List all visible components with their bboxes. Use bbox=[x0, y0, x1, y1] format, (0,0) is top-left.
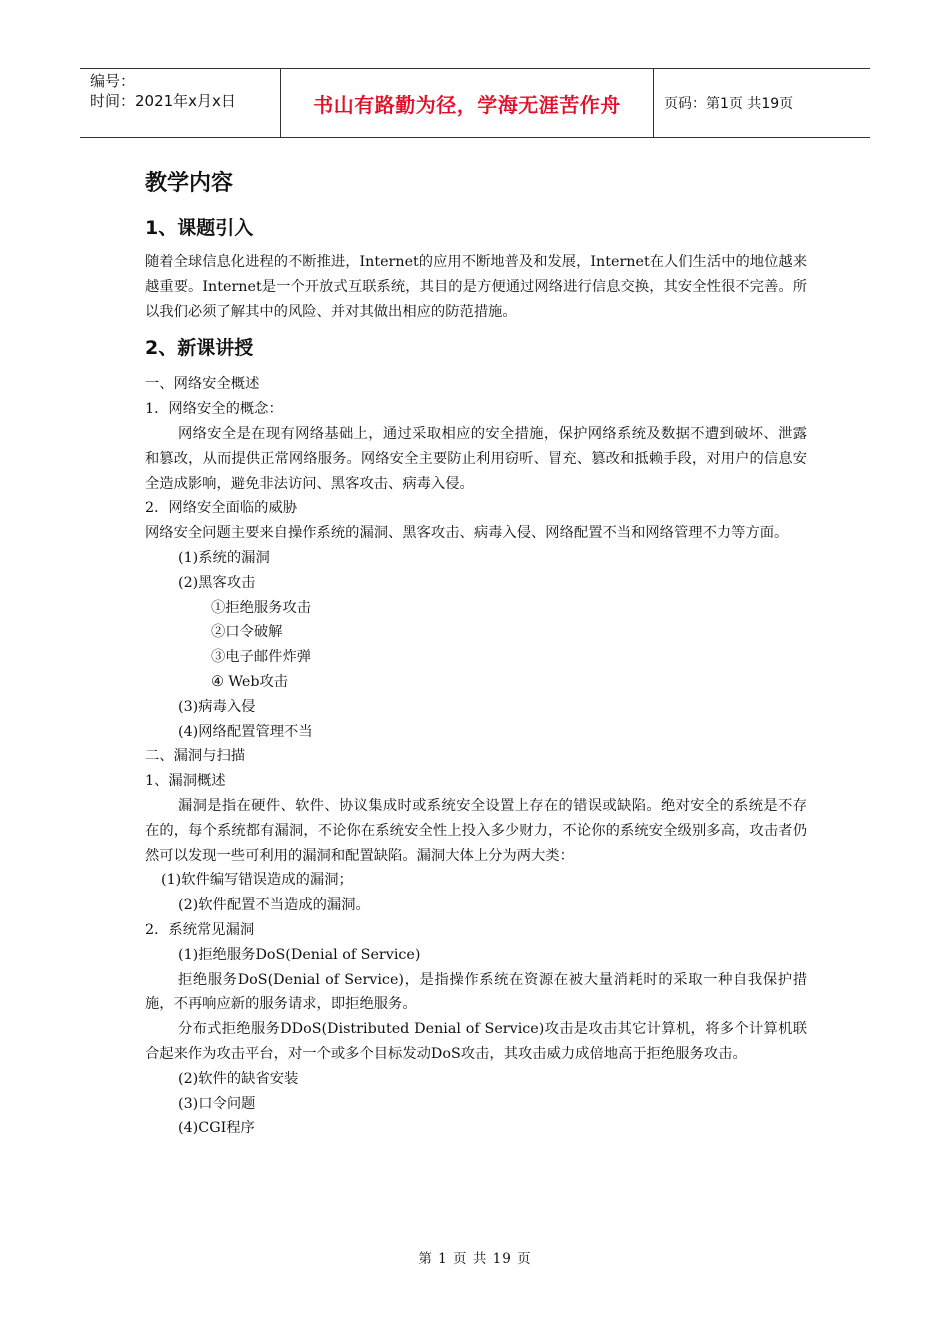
document-body bbox=[145, 164, 807, 1141]
threat-item: (3)病毒入侵 bbox=[178, 698, 256, 715]
vuln-item1-heading: 1、漏洞概述 bbox=[145, 773, 226, 790]
part2-heading: 二、漏洞与扫描 bbox=[145, 748, 246, 765]
common-vuln-item: (3)口令问题 bbox=[178, 1095, 256, 1112]
attack-item: ④ Web攻击 bbox=[211, 673, 289, 690]
vuln-paragraph: 漏洞是指在硬件、软件、协议集成时或系统安全设置上存在的错误或缺陷。绝对安全的系统是不存在的，每个系统都有漏洞，不论你在系统安全性上投入多少财力，不论你的系统安全级别多高，攻击者仍然可以发现一些可利用的漏洞和配置缺陷。漏洞大体上分为两大类： bbox=[145, 797, 807, 864]
section1-paragraph: 随着全球信息化进程的不断推进，Internet的应用不断地普及和发展，Internet在人们生活中的地位越来越重要。Internet是一个开放式互联系统，其目的是方便通过网络进行信息交换，其安全性很不完善。所以我们必须了解其中的风险、并对其做出相应的防范措施。 bbox=[145, 254, 807, 320]
attack-item: ①拒绝服务攻击 bbox=[211, 599, 312, 616]
motto: 书山有路勤为径，学海无涯苦作舟 bbox=[313, 92, 621, 117]
vuln-item2-heading: 2．系统常见漏洞 bbox=[145, 921, 255, 938]
attack-item: ③电子邮件炸弹 bbox=[211, 649, 312, 666]
item1-heading: 1．网络安全的概念： bbox=[145, 401, 283, 418]
header-motto-cell bbox=[281, 69, 654, 137]
document-header bbox=[80, 68, 870, 138]
section1-heading: 1、课题引入 bbox=[145, 217, 254, 239]
ddos-paragraph: 分布式拒绝服务DDoS(Distributed Denial of Service)攻击是攻击其它计算机，将多个计算机联合起来作为攻击平台，对一个或多个目标发动DoS攻击，其攻击威力成倍地高于拒绝服务攻击。 bbox=[145, 1021, 807, 1062]
threat-item: (2)黑客攻击 bbox=[178, 574, 256, 591]
attack-item: ②口令破解 bbox=[211, 624, 283, 641]
common-vuln-item: (4)CGI程序 bbox=[178, 1120, 255, 1137]
item1-paragraph: 网络安全是在现有网络基础上，通过采取相应的安全措施，保护网络系统及数据不遭到破坏、泄露和篡改，从而提供正常网络服务。网络安全主要防止利用窃听、冒充、篡改和抵赖手段，对用户的信息安全造成影响，避免非法访问、黑客攻击、病毒入侵。 bbox=[145, 425, 807, 492]
common-vuln-item: (2)软件的缺省安装 bbox=[178, 1070, 299, 1087]
vuln-type: (2)软件配置不当造成的漏洞。 bbox=[178, 897, 370, 914]
item2-heading: 2．网络安全面临的威胁 bbox=[145, 500, 298, 517]
threat-item: (1)系统的漏洞 bbox=[178, 549, 270, 566]
section2-heading: 2、新课讲授 bbox=[145, 337, 254, 360]
vuln-type: (1)软件编写错误造成的漏洞； bbox=[161, 872, 353, 889]
part1-heading: 一、网络安全概述 bbox=[145, 376, 260, 393]
dos-paragraph: 拒绝服务DoS(Denial of Service)，是指操作系统在资源在被大量消耗时的采取一种自我保护措施，不再响应新的服务请求，即拒绝服务。 bbox=[145, 971, 807, 1013]
header-meta bbox=[80, 69, 281, 137]
page-footer: 第 1 页 共 19 页 bbox=[418, 1251, 532, 1267]
threat-item: (4)网络配置管理不当 bbox=[178, 723, 313, 740]
time-label: 时间：2021年x月x日 bbox=[90, 92, 236, 110]
common-vuln-item: (1)拒绝服务DoS(Denial of Service) bbox=[178, 946, 421, 963]
number-label: 编号： bbox=[90, 72, 136, 90]
page-title: 教学内容 bbox=[145, 171, 234, 196]
item2-paragraph: 网络安全问题主要来自操作系统的漏洞、黑客攻击、病毒入侵、网络配置不当和网络管理不力等方面。 bbox=[145, 525, 789, 542]
page-info: 页码：第1页 共19页 bbox=[664, 96, 794, 112]
